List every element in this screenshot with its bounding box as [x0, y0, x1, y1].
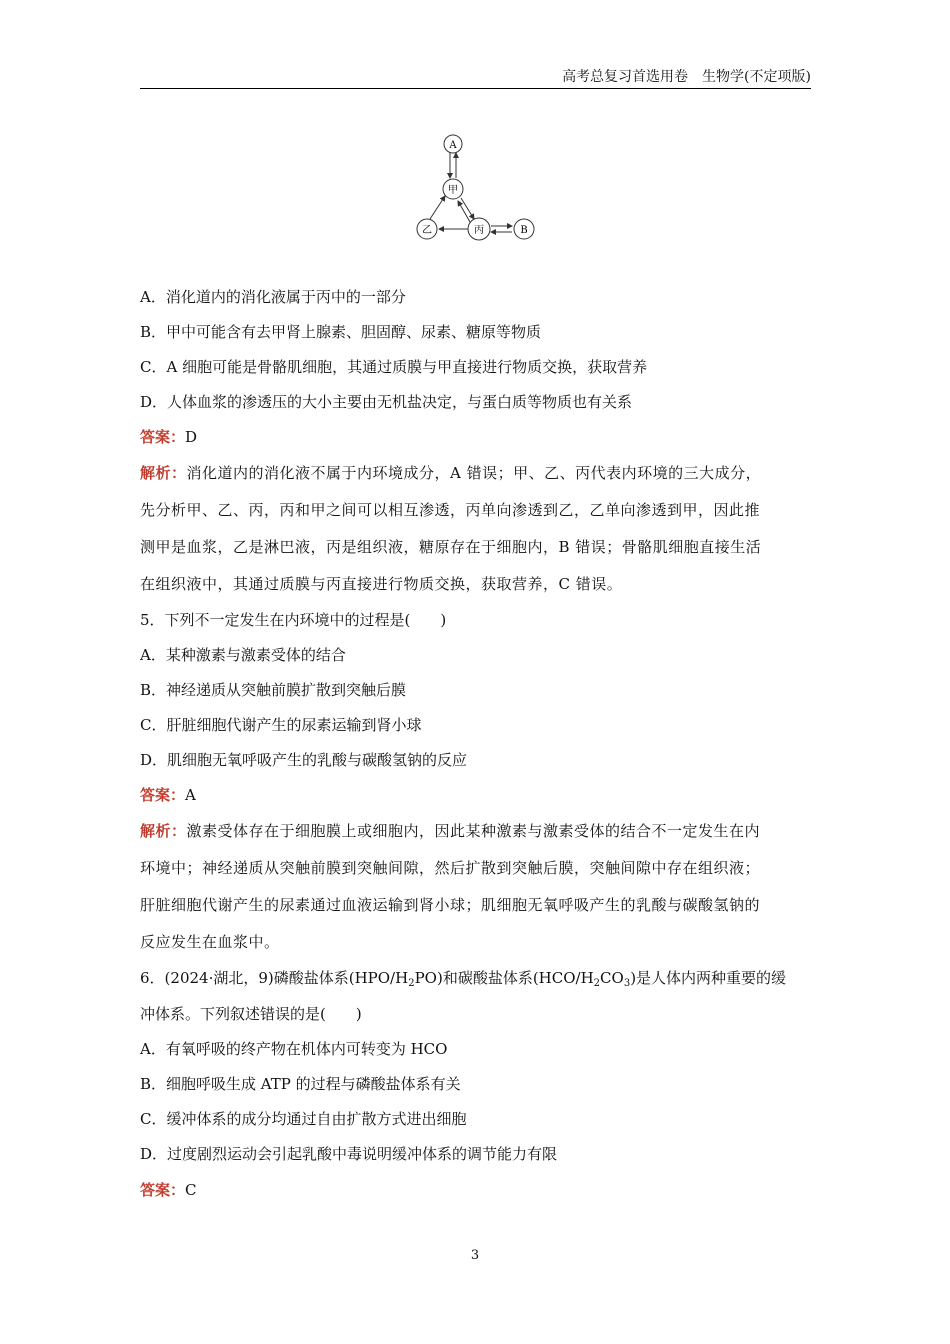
q5-option-d: D．肌细胞无氧呼吸产生的乳酸与碳酸氢钠的反应 — [140, 751, 468, 769]
analysis-label: 解析： — [140, 464, 187, 482]
arrow-yi-to-jia — [430, 196, 445, 219]
q5-answer — [140, 784, 196, 806]
page-header: 高考总复习首选用卷 生物学(不定项版) — [562, 69, 811, 85]
q5-analysis-line-2: 环境中；神经递质从突触前膜到突触间隙，然后扩散到突触后膜，突触间隙中存在组织液； — [140, 859, 761, 877]
q4-option-d: D．人体血浆的渗透压的大小主要由无机盐决定，与蛋白质等物质也有关系 — [140, 393, 633, 411]
q6-stem-part: 6．(2024·湖北，9)磷酸盐体系(HPO/H — [140, 969, 409, 987]
body-fluid-diagram — [408, 126, 544, 246]
q6-option-c: C．缓冲体系的成分均通过自由扩散方式进出细胞 — [140, 1110, 467, 1128]
q6-stem-part: PO)和碳酸盐体系(HCO/H — [414, 969, 594, 987]
header-rule — [140, 88, 811, 89]
q4-option-a: A．消化道内的消化液属于丙中的一部分 — [140, 288, 406, 306]
q5-stem: 5．下列不一定发生在内环境中的过程是( ) — [140, 611, 447, 629]
arrow-jia-to-bing — [461, 198, 474, 219]
q4-option-b: B．甲中可能含有去甲肾上腺素、胆固醇、尿素、糖原等物质 — [140, 323, 542, 341]
page-number: 3 — [470, 1248, 480, 1263]
q5-analysis-line-4: 反应发生在血浆中。 — [140, 933, 280, 951]
q6-stem-sub: 2 — [593, 978, 601, 989]
q4-answer — [140, 426, 197, 448]
answer-value: D — [185, 428, 198, 446]
q4-option-c: C．A 细胞可能是骨骼肌细胞，其通过质膜与甲直接进行物质交换，获取营养 — [140, 358, 648, 376]
q5-analysis-line-3: 肝脏细胞代谢产生的尿素通过血液运输到肾小球；肌细胞无氧呼吸产生的乳酸与碳酸氢钠的 — [140, 896, 761, 914]
analysis-text: 激素受体存在于细胞膜上或细胞内，因此某种激素与激素受体的结合不一定发生在内 — [186, 822, 761, 840]
q6-stem-sub: 3 — [623, 978, 631, 989]
q4-analysis-line-1 — [140, 462, 761, 484]
q6-stem-part: )是人体内两种重要的缓 — [630, 969, 787, 987]
node-a-label: A — [449, 140, 457, 151]
q4-analysis-line-4: 在组织液中，其通过质膜与丙直接进行物质交换，获取营养，C 错误。 — [140, 575, 623, 593]
q6-option-b: B．细胞呼吸生成 ATP 的过程与磷酸盐体系有关 — [140, 1075, 461, 1093]
q6-stem-line-1 — [140, 967, 786, 989]
q6-option-d: D．过度剧烈运动会引起乳酸中毒说明缓冲体系的调节能力有限 — [140, 1145, 558, 1163]
q6-option-a: A．有氧呼吸的终产物在机体内可转变为 HCO — [140, 1040, 448, 1058]
q5-option-a: A．某种激素与激素受体的结合 — [140, 646, 346, 664]
q6-stem-sub: 2 — [408, 978, 415, 989]
analysis-label: 解析： — [140, 822, 187, 840]
node-b-label: B — [520, 225, 528, 236]
answer-value: C — [185, 1181, 197, 1199]
q6-stem-part: CO — [600, 969, 624, 987]
q5-option-b: B．神经递质从突触前膜扩散到突触后膜 — [140, 681, 407, 699]
node-bing-label: 丙 — [474, 225, 484, 236]
q5-option-c: C．肝脏细胞代谢产生的尿素运输到肾小球 — [140, 716, 422, 734]
answer-label: 答案： — [140, 428, 186, 446]
answer-value: A — [185, 786, 196, 804]
q6-stem-line-2: 冲体系。下列叙述错误的是( ) — [140, 1005, 362, 1023]
node-jia-label: 甲 — [448, 185, 458, 196]
arrow-bing-to-jia — [458, 201, 470, 222]
answer-label: 答案： — [140, 1181, 186, 1199]
node-yi-label: 乙 — [422, 225, 432, 236]
q6-answer — [140, 1179, 197, 1201]
q4-analysis-line-3: 测甲是血浆，乙是淋巴液，丙是组织液，糖原存在于细胞内，B 错误；骨骼肌细胞直接生活 — [140, 538, 762, 556]
q4-analysis-line-2: 先分析甲、乙、丙，丙和甲之间可以相互渗透，丙单向渗透到乙，乙单向渗透到甲，因此推 — [140, 501, 761, 519]
answer-label: 答案： — [140, 786, 186, 804]
analysis-text: 消化道内的消化液不属于内环境成分，A 错误；甲、乙、丙代表内环境的三大成分， — [186, 464, 762, 482]
q5-analysis-line-1 — [140, 820, 760, 842]
